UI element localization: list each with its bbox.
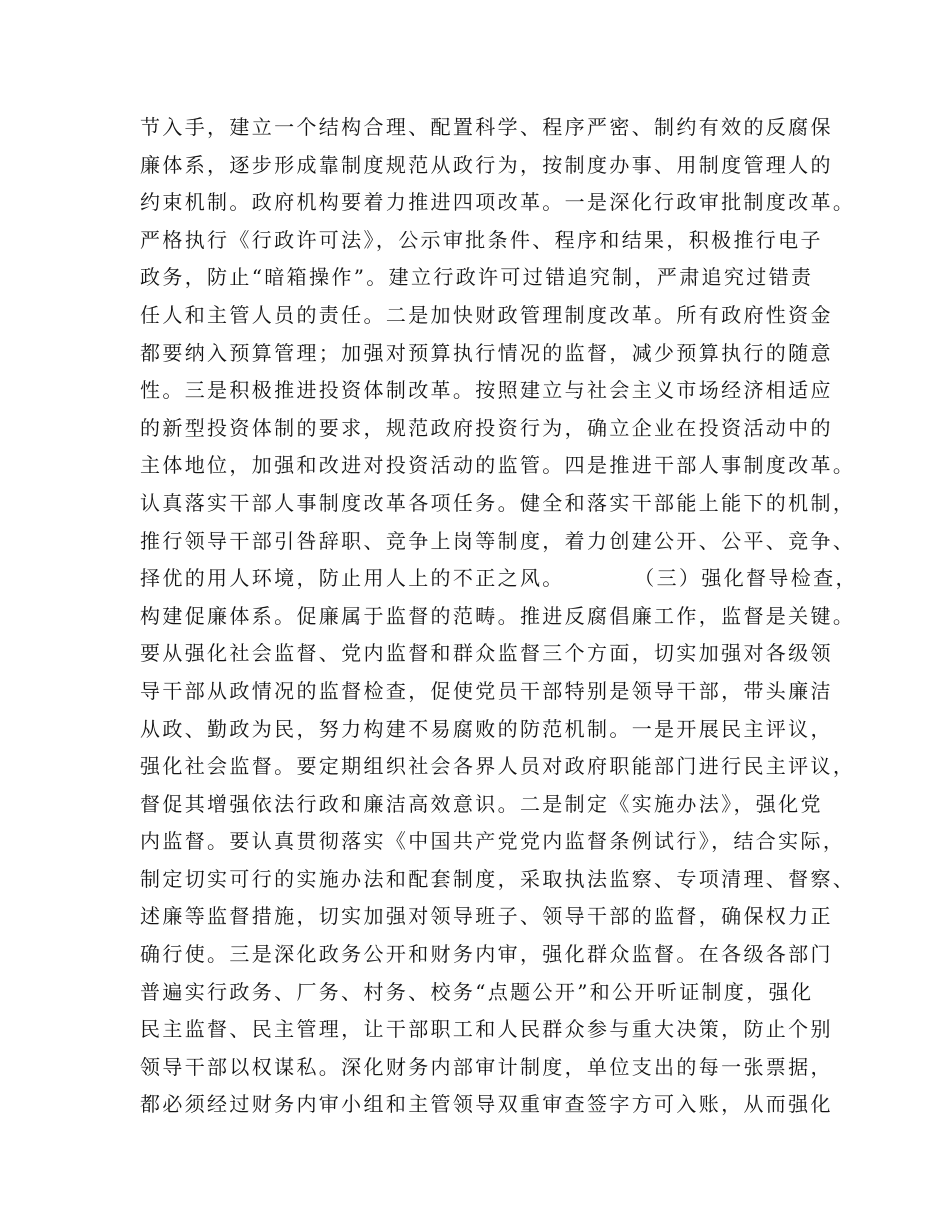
text-line: 督促其增强依法行政和廉洁高效意识。二是制定《实施办法》，强化党 xyxy=(140,791,823,816)
text-line: 要从强化社会监督、党内监督和群众监督三个方面，切实加强对各级领 xyxy=(140,641,833,666)
text-line: 内监督。要认真贯彻落实《中国共产党党内监督条例试行》，结合实际， xyxy=(140,829,846,854)
text-line: 都必须经过财务内审小组和主管领导双重审查签字方可入账，从而强化 xyxy=(140,1092,833,1117)
text-line: 导干部从政情况的监督检查，促使党员干部特别是领导干部，带头廉洁 xyxy=(140,678,833,703)
text-line: 都要纳入预算管理；加强对预算执行情况的监督，减少预算执行的随意 xyxy=(140,340,833,365)
text-line: 推行领导干部引咎辞职、竞争上岗等制度，着力创建公开、公平、竞争、 xyxy=(140,528,856,553)
text-line: 政务，防止“暗箱操作”。建立行政许可过错追究制，严肃追究过错责 xyxy=(140,265,814,290)
text-line: 从政、勤政为民，努力构建不易腐败的防范机制。一是开展民主评议， xyxy=(140,716,833,741)
text-line: 节入手，建立一个结构合理、配置科学、程序严密、制约有效的反腐保 xyxy=(140,115,833,139)
text-line: 确行使。三是深化政务公开和财务内审，强化群众监督。在各级各部门 xyxy=(140,942,833,967)
text-line: 强化社会监督。要定期组织社会各界人员对政府职能部门进行民主评议， xyxy=(140,754,856,779)
text-line: 严格执行《行政许可法》，公示审批条件、程序和结果，积极推行电子 xyxy=(140,227,823,252)
text-line: 任人和主管人员的责任。二是加快财政管理制度改革。所有政府性资金 xyxy=(140,302,833,327)
text-line: 普遍实行政务、厂务、村务、校务“点题公开”和公开听证制度，强化 xyxy=(140,979,814,1004)
text-line: 构建促廉体系。促廉属于监督的范畴。推进反腐倡廉工作，监督是关键。 xyxy=(140,603,856,628)
text-line: 性。三是积极推进投资体制改革。按照建立与社会主义市场经济相适应 xyxy=(140,378,833,403)
text-line: 述廉等监督措施，切实加强对领导班子、领导干部的监督，确保权力正 xyxy=(140,904,833,929)
text-line: 认真落实干部人事制度改革各项任务。健全和落实干部能上能下的机制， xyxy=(140,490,856,515)
text-line: 制定切实可行的实施办法和配套制度，采取执法监察、专项清理、督察、 xyxy=(140,866,856,891)
text-line: 廉体系，逐步形成靠制度规范从政行为，按制度办事、用制度管理人的 xyxy=(140,152,833,177)
document-body xyxy=(140,112,858,1127)
text-line: 民主监督、民主管理，让干部职工和人民群众参与重大决策，防止个别 xyxy=(140,1017,833,1042)
text-line: 主体地位，加强和改进对投资活动的监管。四是推进干部人事制度改革。 xyxy=(140,453,856,478)
text-line: 择优的用人环境，防止用人上的不正之风。 （三）强化督导检查， xyxy=(140,566,858,591)
text-line: 领导干部以权谋私。深化财务内部审计制度，单位支出的每一张票据， xyxy=(140,1054,833,1079)
text-line: 的新型投资体制的要求，规范政府投资行为，确立企业在投资活动中的 xyxy=(140,415,833,440)
text-line: 约束机制。政府机构要着力推进四项改革。一是深化行政审批制度改革。 xyxy=(140,190,856,215)
